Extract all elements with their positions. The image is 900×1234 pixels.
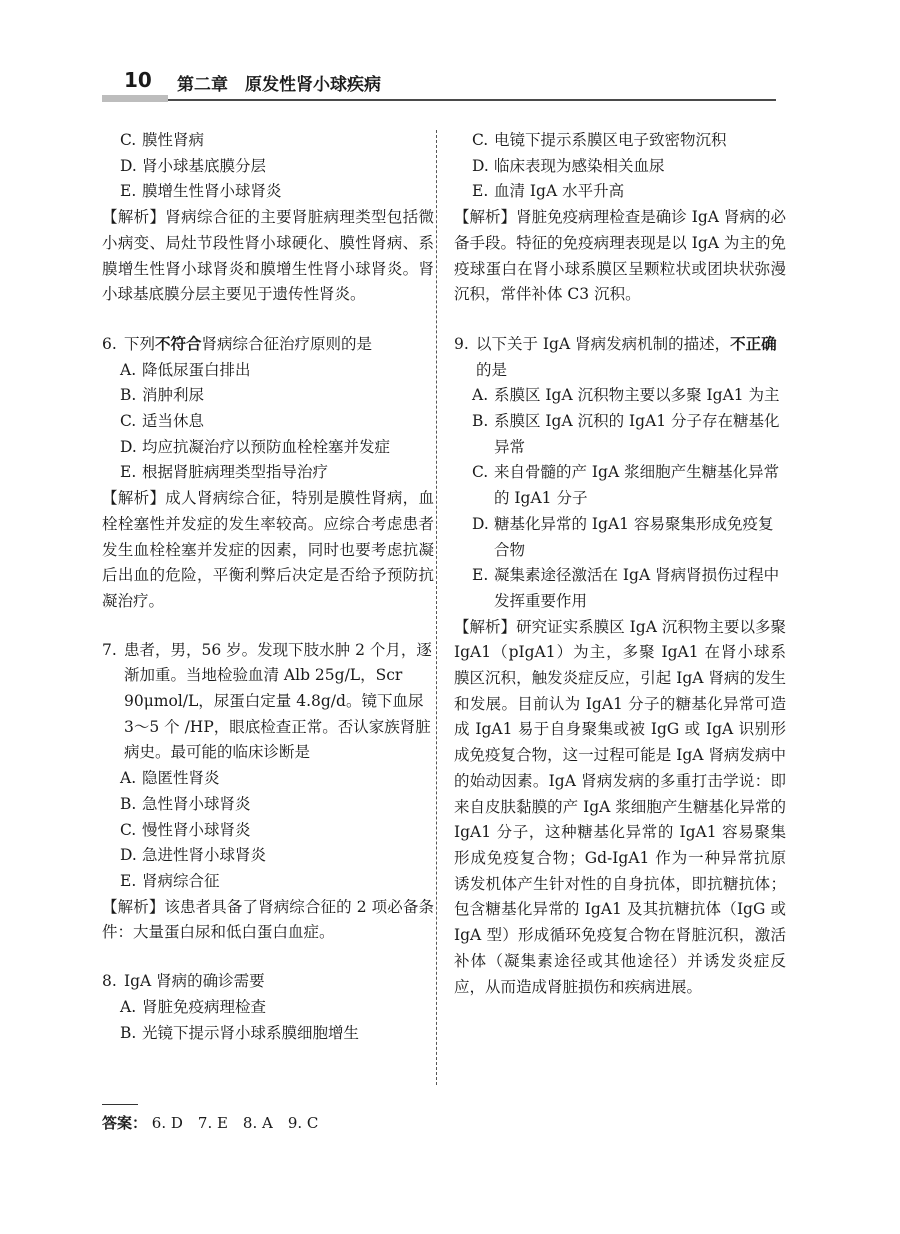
q8-option-a: A. 肾脏免疫病理检查 <box>120 997 267 1016</box>
q8-option-b: B. 光镜下提示肾小球系膜细胞增生 <box>120 1023 360 1042</box>
q5-analysis: 【解析】肾病综合征的主要肾脏病理类型包括微小病变、局灶节段性肾小球硬化、膜性肾病、系膜增生性肾小球肾炎和膜增生性肾小球肾炎。肾小球基底膜分层主要见于遗传性肾炎。 <box>102 208 434 304</box>
q9-stem: 9. 以下关于 IgA 肾病发病机制的描述，不正确的是 <box>454 333 777 379</box>
q6-option-a: A. 降低尿蛋白排出 <box>120 360 251 379</box>
q8-option-c: C. 电镜下提示系膜区电子致密物沉积 <box>472 131 727 149</box>
q5-option-d: D. 肾小球基底膜分层 <box>120 156 267 175</box>
footer-rule <box>102 1104 138 1105</box>
q8-stem: 8. IgA 肾病的确诊需要 <box>102 972 265 991</box>
answer-key-values: 6. D 7. E 8. A 9. C <box>151 1114 319 1132</box>
page-header <box>102 62 776 102</box>
right-column <box>454 128 786 1000</box>
q6-analysis: 【解析】成人肾病综合征，特别是膜性肾病，血栓栓塞性并发症的发生率较高。应综合考虑患者发生血栓栓塞并发症的因素，同时也要考虑抗凝后出血的危险，平衡利弊后决定是否给予预防抗凝治疗。 <box>102 489 434 610</box>
answer-key-label: 答案： <box>102 1114 148 1132</box>
answer-key <box>102 1112 318 1133</box>
q6-option-b: B. 消肿利尿 <box>120 386 205 405</box>
q9-option-e: E. 凝集素途径激活在 IgA 肾病肾损伤过程中发挥重要作用 <box>472 566 780 610</box>
left-column <box>102 128 434 1046</box>
column-divider <box>436 130 437 1085</box>
q8-analysis: 【解析】肾脏免疫病理检查是确诊 IgA 肾病的必备手段。特征的免疫病理表现是以 IgA 为主的免疫球蛋白在肾小球系膜区呈颗粒状或团块状弥漫沉积，常伴补体 C3 沉积。 <box>454 208 786 304</box>
q7-option-b: B. 急性肾小球肾炎 <box>120 794 251 813</box>
q7-option-e: E. 肾病综合征 <box>120 871 220 890</box>
q5-option-e: E. 膜增生性肾小球肾炎 <box>120 182 282 201</box>
q5-option-c: C. 膜性肾病 <box>120 131 205 149</box>
q8-option-d: D. 临床表现为感染相关血尿 <box>472 156 665 175</box>
chapter-title: 第二章 原发性肾小球疾病 <box>177 75 381 95</box>
q7-option-d: D. 急进性肾小球肾炎 <box>120 846 267 865</box>
q7-analysis: 【解析】该患者具备了肾病综合征的 2 项必备条件：大量蛋白尿和低白蛋白血症。 <box>102 897 434 942</box>
q9-analysis: 【解析】研究证实系膜区 IgA 沉积物主要以多聚 IgA1（pIgA1）为主，多聚 IgA1 在肾小球系膜区沉积，触发炎症反应，引起 IgA 肾病的发生和发展。目前认为 IgA1 分子的糖基化异常可造成 IgA1 易于自身聚集或被 IgG 或 IgA 识别形成免疫复合物，这一过程可能是 IgA 肾病发病中的始动因素。IgA 肾病发病的多重打击学说：即来自皮肤黏膜的产 IgA 浆细胞产生糖基化异常的 IgA1 分子，这种糖基化异常的 IgA1 容易聚集形成免疫复合物；Gd-IgA1 作为一种异常抗原诱发机体产生针对性的自身抗体，即抗糖抗体；包含糖基化异常的 IgA1 及其抗糖抗体（IgG 或 IgA 型）形成循环免疫复合物在肾脏沉积，激活补体（凝集素途径或其他途径）并诱发炎症反应，从而造成肾脏损伤和疾病进展。 <box>454 617 786 996</box>
q9-option-c: C. 来自骨髓的产 IgA 浆细胞产生糖基化异常的 IgA1 分子 <box>472 463 780 508</box>
q6-option-e: E. 根据肾脏病理类型指导治疗 <box>120 463 329 482</box>
header-rule <box>168 99 776 101</box>
q6-stem: 6. 下列不符合肾病综合征治疗原则的是 <box>102 333 373 353</box>
header-bar <box>102 95 168 102</box>
q7-option-a: A. 隐匿性肾炎 <box>120 769 220 788</box>
q7-stem: 7. 患者，男，56 岁。发现下肢水肿 2 个月，逐渐加重。当地检验血清 Alb 25g/L，Scr 90μmol/L，尿蛋白定量 4.8g/d。镜下血尿 3～5 个 /HP，眼底检查正常。否认家族肾脏病史。最可能的临床诊断是 <box>102 640 432 762</box>
q9-option-a: A. 系膜区 IgA 沉积物主要以多聚 IgA1 为主 <box>472 386 780 405</box>
page-number: 10 <box>124 68 152 92</box>
q7-option-c: C. 慢性肾小球肾炎 <box>120 820 251 839</box>
q9-option-d: D. 糖基化异常的 IgA1 容易聚集形成免疫复合物 <box>472 514 774 559</box>
q8-option-e: E. 血清 IgA 水平升高 <box>472 182 625 201</box>
q6-option-c: C. 适当休息 <box>120 412 205 431</box>
q9-option-b: B. 系膜区 IgA 沉积的 IgA1 分子存在糖基化异常 <box>472 412 780 456</box>
q6-option-d: D. 均应抗凝治疗以预防血栓栓塞并发症 <box>120 437 391 456</box>
